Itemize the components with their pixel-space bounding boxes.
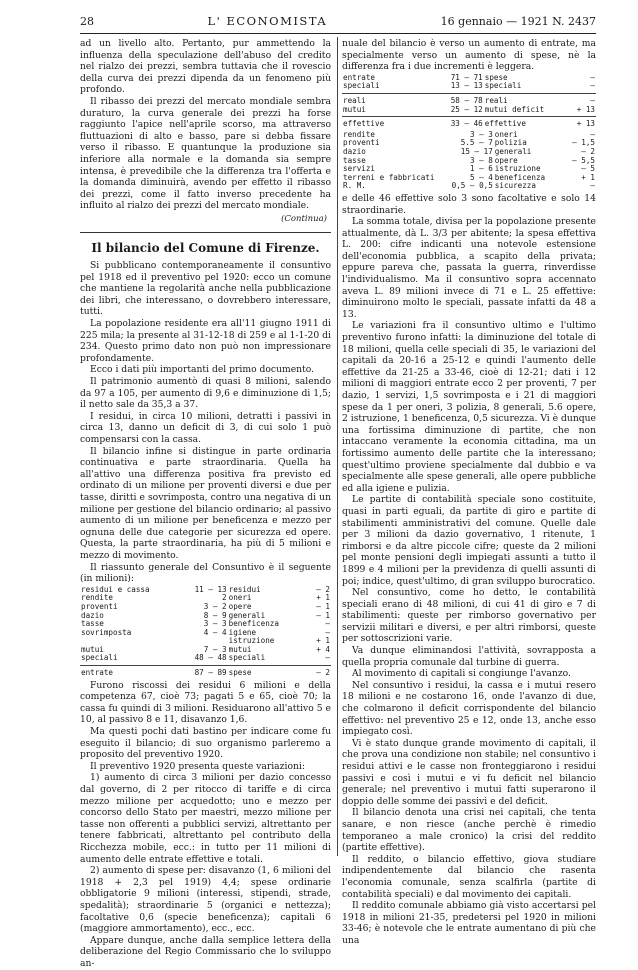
ledger-value: — 1 (316, 610, 330, 620)
ledger-value: + 1 (316, 593, 330, 603)
ledger-label: effettive (343, 119, 385, 129)
right-body (342, 193, 596, 947)
ledger-label: mutui (228, 644, 252, 654)
page-number: 28 (80, 15, 94, 28)
ledger-value: + 1 (316, 636, 330, 646)
ledger-label: beneficenza (228, 619, 279, 629)
ledger-label: mutui (343, 104, 366, 114)
ledger-label: tasse (81, 619, 104, 629)
ledger-value: 7 — 3 (203, 644, 227, 654)
paragraph: ad un livello alto. Pertanto, pur ammettendo la influenza della speculazione dell'abuso del credito nel rialzo dei prezzi, sembra tuttavia che il rovescio della curva dei prezzi dipenda da un fenomeno più profondo. (80, 38, 331, 96)
ledger-label: istruzione (494, 164, 541, 174)
ledger-value: 25 — 12 (450, 104, 483, 114)
ledger-row (342, 148, 596, 157)
ledger-label: entrate (343, 72, 376, 82)
ledger-label: opere (494, 155, 518, 165)
ledger-value: 15 — 17 (460, 146, 493, 156)
paragraph: e delle 46 effettive solo 3 sono facoltative e solo 14 straordinarie. (342, 192, 596, 216)
paragraph: Le partite di contabilità speciale sono costituite, quasi in parti eguali, da partite di giro e partite di stabilimenti amministrativi del comune. Quelle dale per 3 milioni da dazio governativo, 1 ritenute, 1 rimborsi e da altre piccole cifre; queste da 2 milioni pel monte pensioni degli impiegati assunti a tutto il 1899 e 4 milioni per la previdenza di quelli assunti di poi; indice, quest'ultimo, di gran sviluppo burocratico. (342, 494, 596, 587)
ledger-row (342, 82, 596, 91)
paragraph: Il ribasso dei prezzi del mercato mondiale sembra duraturo, la curva generale dei prezzi ha forse raggiunto l'apice nell'aprile scorso, ma attraverso fluttuazioni di alto e basso, pare si debba fissare verso il ribasso. E quantunque la produzione sia inferiore alla normale e la domanda sia sempre intensa, è prevedibile che la differenza tra l'offerta e la domanda diminuirà, avendo per effetto il ribasso dei prezzi, come il fatto inverso precedente ha influito al rialzo dei prezzi del mercato mondiale. (80, 95, 331, 212)
ledger-label: generali (494, 146, 532, 156)
ledger-value: 5.5 — 7 (460, 138, 493, 148)
ledger-label: speciali (343, 81, 380, 91)
paragraph: 2) aumento di spese per: disavanzo (1, 6 milioni del 1918 + 2,3 pel 1919) 4,4; spese ordinarie obbligatorie 9 milioni (interessi, stipendi, strade, spedalità); straordinarie 5 (organici e nettezza); facoltative 0,6 (specie beneficenza); capitali 6 (maggiore ammortamento), ecc., ecc. (80, 865, 331, 935)
paragraph: Va dunque eliminandosi l'attività, sovrapposta a quella propria comunale dal turbine di guerra. (342, 645, 596, 668)
ledger-value: — (590, 72, 595, 82)
paragraph: nuale del bilancio è verso un aumento di entrate, ma specialmente verso un aumento di spese, nè la differenza fra i due incrementi è leggera. (342, 38, 596, 73)
ledger-label: speciali (484, 81, 522, 91)
ledger-label: effettive (484, 119, 526, 129)
ledger-value: 1 — 6 (469, 164, 493, 174)
ledger-label: rendite (343, 129, 376, 139)
left-column (80, 38, 331, 970)
paragraph: Ecco i dati più importanti del primo documento. (90, 364, 315, 376)
ledger-label: polizia (494, 138, 527, 148)
ledger-label: sicurezza (494, 181, 536, 191)
issue-date: 16 gennaio — 1921 N. 2437 (440, 15, 596, 28)
preventivo-ledger-b (342, 131, 596, 191)
ledger-value: — (325, 627, 330, 637)
ledger-label: R. M. (343, 181, 366, 191)
ledger-value: 3 — 3 (469, 129, 493, 139)
ledger-value: — (325, 653, 330, 663)
paragraph: Il preventivo 1920 presenta queste variazioni: (90, 760, 305, 772)
ledger-label: spese (228, 668, 252, 678)
ledger-value: 48 — 48 (194, 653, 227, 663)
ledger-value: 8 — 9 (203, 610, 227, 620)
paragraph: Ma questi pochi dati bastino per indicare come fu eseguito il bilancio; di suo organismo parleremo a proposito del preventivo 1920. (80, 726, 331, 761)
ledger-value: — 1,5 (572, 138, 595, 148)
ledger-label: igiene (228, 627, 257, 637)
ledger-label: istruzione (228, 636, 275, 646)
ledger-value: 11 — 13 (194, 584, 227, 594)
ledger-value: 4 — 4 (203, 627, 227, 637)
ledger-value: 5 — 4 (469, 172, 493, 182)
ledger-label: dazio (343, 146, 366, 156)
ledger-label: beneficenza (494, 172, 546, 182)
ledger-value: — 2 (316, 584, 330, 594)
paragraph: Il reddito comunale abbiamo già visto accertarsi pel 1918 in milioni 21-35, predetersi pel 1920 in milioni 33-46; è notevole che le entrate aumentano di più che una (342, 900, 596, 946)
continued-note: (Continua) (281, 213, 327, 224)
ledger-value: 3 — 3 (203, 619, 227, 629)
ledger-label: terreni e fabbricati (343, 172, 435, 182)
ledger-label: dazio (81, 610, 104, 620)
column-divider (337, 37, 338, 856)
paragraph: Il bilancio denota una crisi nei capitali, che tenta sanare, e non riesce (anche perchè è rimedio temporaneo a male cronico) la crisi del reddito (partite effettive). (342, 807, 596, 854)
paragraph: Il riassunto generale del Consuntivo è il seguente (in milioni): (80, 561, 331, 585)
section-title: Il bilancio del Comune di Firenze. (91, 240, 320, 255)
ledger-value: — (590, 81, 595, 91)
ledger-row (342, 120, 596, 129)
paragraph: I residui, in circa 10 milioni, detratti i passivi in circa 13, danno un deficit di 3, di cui solo 1 può compensarsi con la cassa. (80, 410, 331, 445)
preventivo-ledger-a (342, 74, 596, 129)
ledger-value: — (590, 181, 595, 191)
section-body (80, 260, 331, 585)
ledger-label: spese (484, 72, 508, 82)
ledger-label: sovrimposta (81, 627, 132, 637)
ledger-row (342, 106, 596, 115)
paragraph: Si pubblicano contemporaneamente il consuntivo pel 1918 ed il preventivo pel 1920: ecco un comune che mantiene la regolarità anche nella pubblicazione dei libri, che interessano, o dovrebbero interessare, tutti. (80, 260, 331, 318)
ledger-value: — 5 (581, 164, 595, 174)
ledger-value: + 4 (316, 644, 330, 654)
ledger-label: oneri (494, 129, 518, 139)
ledger-label: mutui deficit (484, 104, 545, 114)
ledger-label: speciali (81, 653, 118, 663)
ledger-value: 3 — 2 (203, 601, 227, 611)
paragraph: Appare dunque, anche dalla semplice lettera della deliberazione del Regio Commissario che lo sviluppo an- (80, 934, 331, 969)
ledger-row (80, 654, 331, 663)
section-body-continued (80, 680, 331, 970)
ledger-value: — (590, 95, 595, 105)
ledger-label: servizi (343, 164, 376, 174)
ledger-label: generali (228, 610, 266, 620)
ledger-value: 33 — 46 (450, 119, 483, 129)
ledger-row (80, 629, 331, 638)
ledger-label: proventi (343, 138, 380, 148)
ledger-label: entrate (81, 668, 114, 678)
ledger-row (342, 157, 596, 166)
ledger-label: proventi (81, 601, 118, 611)
ledger-value: 0,5 — 0,5 (451, 181, 493, 191)
ledger-label: reali (484, 95, 508, 105)
ledger-value: 2 (222, 593, 227, 603)
ledger-value: + 1 (581, 172, 595, 182)
ledger-value: — 2 (581, 146, 595, 156)
ledger-value: 3 — 8 (469, 155, 493, 165)
ledger-value: + 13 (576, 104, 595, 114)
ledger-label: residui (228, 584, 261, 594)
paragraph: Nel consuntivo, come ho detto, le contabilità speciali erano di 48 milioni, di cui 41 di giro e 7 di stabilimenti: queste per rimborso governativo per servizii militari e diversi, e per altri rimborsi, queste per sottoscrizioni varie. (342, 587, 596, 645)
ledger-label: rendite (81, 593, 114, 603)
paragraph: Il patrimonio aumentò di quasi 8 milioni, salendo da 97 a 105, per aumento di 9,6 e diminuzione di 1,5; il netto sale da 35,3 a 37. (80, 376, 331, 411)
ledger-label: oneri (228, 593, 252, 603)
paragraph: Il reddito, o bilancio effettivo, giova studiare indipendentemente dal bilancio che rasenta l'economia comunale, senza scalfirla (partite di contabilità speciali) e dal movimento dei capitali. (342, 853, 596, 900)
paragraph: Furono riscossi dei residui 6 milioni e della competenza 67, cioè 73; pagati 5 e 65, cioè 70; la cassa fu quindi di 3 milioni. Residuarono all'attivo 5 e 10, al passivo 8 e 11, disavanzo 1,6. (80, 679, 331, 726)
ledger-label: tasse (343, 155, 366, 165)
journal-title: L' ECONOMISTA (207, 14, 328, 28)
paragraph: Vi è stato dunque grande movimento di capitali, il che prova una condizione non stabile; nel consuntivo i residui attivi e le casse non fronteggiarono i residui passivi e così i mutui e vi fu deficit nel bilancio generale; nel preventivo i mutui fatti superarono il doppio delle somme dei passivi e del deficit. (342, 737, 596, 807)
paragraph: Le variazioni fra il consuntivo ultimo e l'ultimo preventivo furono infatti: la diminuzione del totale di 18 milioni, quella celle speciali di 35, le variazioni del capitali da 20-16 a 25-12 e quindi l'aumento delle effettive da 21-25 a 33-46, cioè di 12-21; dati i 12 milioni di maggiori entrate ecco 2 per proventi, 7 per dazio, 1 servizi, 1,5 sovrimposta e i 21 di maggiori spese da 1 per oneri, 3 polizia, 8 generali, 5.6 opere, 2 istruzione, 1 beneficenza, 0,5 sicurezza. Vi è dunque una fortissima diminuzione di partite, che non intaccano veramente la economia cittadina, ma un fortissimo aumento delle partite che la interessano; quest'ultimo proviene specialmente dal dubbio e va specialmente alle spese generali, alle opere pubbliche ed alla igiene e pulizia. (342, 320, 596, 494)
right-column (342, 38, 596, 947)
section-rule (80, 232, 331, 233)
paragraph: Al movimento di capitali si congiunge l'avanzo. (352, 668, 571, 680)
header-rule (80, 33, 596, 34)
paragraph: La somma totale, divisa per la popolazione presente attualmente, dà L. 3/3 per abitente; la spesa effettiva L. 200: cifre indicanti una notevole estensione dell'economia pubblica, a scapito della privata; eppure pareva che, passata la guerra, rinverdisse l'individualismo. Ma il consuntivo sopra accennato aveva L. 89 milioni invece di 71 e L. 25 effettive: diminuirono molto le speciali, passate infatti da 48 a 13. (342, 216, 596, 320)
ledger-row (342, 182, 596, 191)
ledger-value: — 2 (316, 668, 330, 678)
ledger-row (80, 586, 331, 595)
ledger-value: — (590, 129, 595, 139)
paragraph: Il bilancio infine si distingue in parte ordinaria continuativa e parte straordinaria. Quella ha all'attivo una differenza positiva fra previsto ed ordinato di un milione per proventi diversi e due per tasse, diritti e sovrimposta, contro una negativa di un milione per gestione del bilancio ordinario; al passivo aumento di un milione per beneficenza e mezzo per ognuna delle due categorie per sicurezza ed opere. Questa, la parte straordinaria, ha più di 5 milioni e mezzo di movimento. (80, 445, 331, 561)
ledger-value: — 1 (316, 601, 330, 611)
ledger-value: — (325, 619, 330, 629)
ledger-label: opere (228, 601, 252, 611)
ledger-value: — 5,5 (572, 155, 595, 165)
consuntivo-ledger (80, 586, 331, 678)
paragraph: 1) aumento di circa 3 milioni per dazio concesso dal governo, di 2 per ritocco di tariffe e di circa mezzo milione per acquedotto; uno e mezzo per concorso dello Stato per maestri, mezzo milione per tasse non offerenti a pubblici servizi, altrettanto per tenere fabbricati, altrettanto pel contributo della Ricchezza mobile, ecc.: in tutto per 11 milioni di aumento delle entrate effettive e totali. (80, 772, 331, 865)
ledger-label: speciali (228, 653, 266, 663)
ledger-value: 58 — 78 (450, 95, 483, 105)
ledger-label: mutui (81, 644, 104, 654)
ledger-label: residui e cassa (81, 584, 150, 594)
paragraph: Nel consuntivo i residui, la cassa e i mutui resero 18 milioni e ne costarono 16, onde l'avanzo di due, che colmarono il deficit corrispondente del bilancio effettivo: nel preventivo 25 e 12, onde 13, anche esso impiegato così. (342, 679, 596, 738)
ledger-row (80, 669, 331, 678)
ledger-label: reali (343, 95, 366, 105)
ledger-value: 71 — 71 (450, 72, 483, 82)
ledger-value: 87 — 89 (194, 668, 227, 678)
page-header (80, 14, 596, 32)
ledger-value: + 13 (576, 119, 595, 129)
paragraph: La popolazione residente era all'11 giugno 1911 di 225 mila; la presente al 31-12-18 di 259 e al 1-1-20 di 234. Questo primo dato non può non impressionare profondamente. (80, 318, 331, 364)
ledger-value: 13 — 13 (450, 81, 483, 91)
